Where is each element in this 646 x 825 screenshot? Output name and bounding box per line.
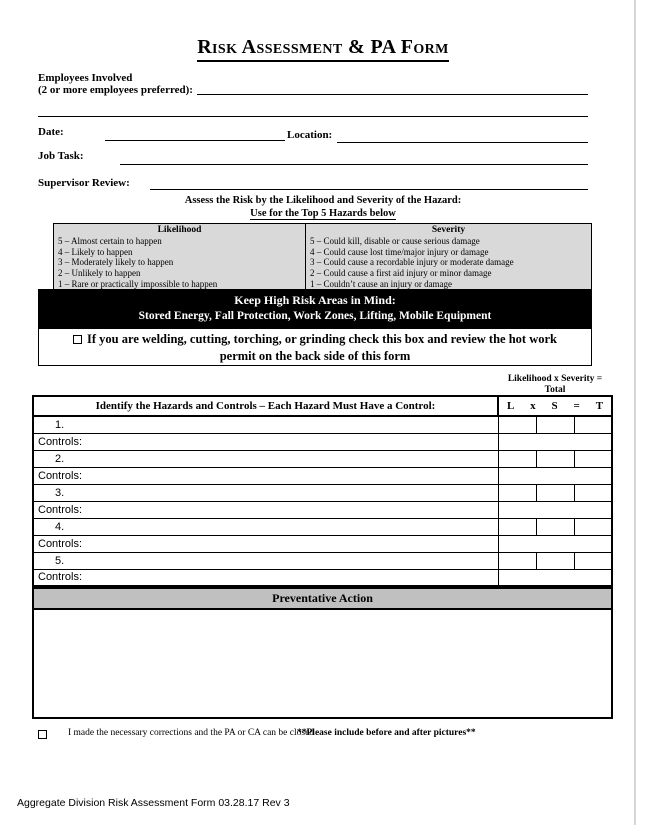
hazard-4-l-cell[interactable] (498, 518, 536, 535)
hazard-3-l-cell[interactable] (498, 484, 536, 501)
assess-heading-line2 (0, 208, 646, 219)
likelihood-header: Likelihood (157, 225, 202, 235)
closure-checkbox-icon[interactable] (38, 730, 47, 739)
score-col-x: x (530, 400, 536, 412)
form-title: Risk Assessment & PA Form (197, 36, 449, 62)
hazard-3-field[interactable]: 3. (33, 484, 498, 501)
job-task-input-line[interactable] (120, 164, 588, 165)
likelihood-column (54, 224, 306, 289)
severity-column (306, 224, 591, 289)
footer-text: Aggregate Division Risk Assessment Form 03.28.17 Rev 3 (17, 797, 290, 809)
hot-work-checkbox-icon[interactable] (73, 335, 82, 344)
controls-row-5 (33, 569, 612, 586)
assess-heading-line2-text: Use for the Top 5 Hazards below (250, 208, 396, 219)
hazard-4-t-cell[interactable] (574, 518, 612, 535)
employees-input-line[interactable] (197, 94, 588, 95)
hazard-2-field[interactable]: 2. (33, 450, 498, 467)
controls-3-score-cell[interactable] (498, 501, 612, 518)
severity-items (306, 236, 591, 290)
severity-item: 5 – Could kill, disable or cause serious damage (310, 236, 480, 246)
hazard-1-l-cell[interactable] (498, 416, 536, 433)
hazard-1-t-cell[interactable] (574, 416, 612, 433)
controls-row-1 (33, 433, 612, 450)
severity-item: 2 – Could cause a first aid injury or minor damage (310, 268, 492, 279)
score-col-L: L (506, 400, 515, 412)
hazard-row-1 (33, 416, 612, 433)
score-note-line2: Total (544, 384, 566, 395)
hazards-table (32, 395, 613, 587)
hot-work-text-line1: If you are welding, cutting, torching, or grinding check this box and review the hot work (87, 332, 557, 346)
controls-4-score-cell[interactable] (498, 535, 612, 552)
likelihood-item: 2 – Unlikely to happen (58, 268, 141, 279)
hazard-row-4 (33, 518, 612, 535)
likelihood-item: 3 – Moderately likely to happen (58, 257, 174, 268)
severity-item: 4 – Could cause lost time/major injury or damage (310, 246, 489, 257)
location-label: Location: (287, 129, 333, 141)
hazard-5-s-cell[interactable] (536, 552, 574, 569)
page-edge-line (634, 0, 636, 825)
controls-row-2 (33, 467, 612, 484)
supervisor-input-line[interactable] (150, 189, 588, 190)
assess-heading-line1: Assess the Risk by the Likelihood and Severity of the Hazard: (184, 195, 462, 206)
severity-item: 1 – Couldn’t cause an injury or damage (310, 278, 453, 289)
controls-row-3 (33, 501, 612, 518)
high-risk-banner (38, 289, 592, 328)
preventative-action-header: Preventative Action (32, 587, 613, 610)
hazard-2-l-cell[interactable] (498, 450, 536, 467)
hazard-5-t-cell[interactable] (574, 552, 612, 569)
preventative-action-box[interactable] (32, 610, 613, 719)
employees-input-line-2[interactable] (38, 116, 588, 117)
date-label: Date: (38, 126, 64, 138)
likelihood-item: 1 – Rare or practically impossible to happen (58, 278, 218, 289)
controls-1-score-cell[interactable] (498, 433, 612, 450)
score-columns-header (498, 396, 612, 416)
score-col-S: S (551, 400, 558, 412)
job-task-label: Job Task: (38, 150, 84, 162)
hazard-4-field[interactable]: 4. (33, 518, 498, 535)
severity-item: 3 – Could cause a recordable injury or moderate damage (310, 257, 514, 268)
hazard-5-field[interactable]: 5. (33, 552, 498, 569)
closure-text: I made the necessary corrections and the PA or CA can be closed (68, 728, 315, 738)
score-note-line1: Likelihood x Severity = (507, 374, 603, 384)
likelihood-item: 4 – Likely to happen (58, 246, 133, 257)
hazard-4-s-cell[interactable] (536, 518, 574, 535)
hazards-table-header: Identify the Hazards and Controls – Each Hazard Must Have a Control: (33, 396, 498, 416)
location-input-line[interactable] (337, 142, 588, 143)
employees-label-line1: Employees Involved (38, 72, 133, 84)
form-title-wrap (0, 36, 646, 62)
controls-2-score-cell[interactable] (498, 467, 612, 484)
controls-5-field[interactable]: Controls: (33, 569, 498, 586)
hazard-row-3 (33, 484, 612, 501)
employees-label-line2: (2 or more employees preferred): (38, 84, 193, 96)
closure-note: **Please include before and after pictures** (297, 728, 476, 738)
controls-1-field[interactable]: Controls: (33, 433, 498, 450)
hot-work-text-line2: permit on the back side of this form (219, 349, 411, 363)
hazard-1-s-cell[interactable] (536, 416, 574, 433)
banner-line2: Stored Energy, Fall Protection, Work Zones, Lifting, Mobile Equipment (138, 310, 492, 322)
hazard-row-2 (33, 450, 612, 467)
controls-4-field[interactable]: Controls: (33, 535, 498, 552)
likelihood-item: 5 – Almost certain to happen (58, 236, 162, 246)
supervisor-label: Supervisor Review: (38, 177, 130, 189)
score-col-T: T (595, 400, 604, 412)
hazard-5-l-cell[interactable] (498, 552, 536, 569)
banner-line1: Keep High Risk Areas in Mind: (234, 293, 396, 307)
controls-5-score-cell[interactable] (498, 569, 612, 586)
hot-work-box (38, 328, 592, 366)
score-columns-header-flex (499, 400, 611, 412)
hazards-table-header-row (33, 396, 612, 416)
hot-work-line1 (39, 331, 591, 348)
hazard-1-field[interactable]: 1. (33, 416, 498, 433)
hazard-2-t-cell[interactable] (574, 450, 612, 467)
rating-table (53, 223, 592, 290)
hazard-3-s-cell[interactable] (536, 484, 574, 501)
severity-header: Severity (431, 225, 466, 235)
employees-row (38, 84, 588, 96)
hazard-3-t-cell[interactable] (574, 484, 612, 501)
hazard-2-s-cell[interactable] (536, 450, 574, 467)
score-col-equals: = (573, 400, 580, 412)
controls-3-field[interactable]: Controls: (33, 501, 498, 518)
controls-2-field[interactable]: Controls: (33, 467, 498, 484)
likelihood-items (54, 236, 305, 290)
score-note (497, 374, 613, 395)
date-input-line[interactable] (105, 140, 285, 141)
hazard-row-5 (33, 552, 612, 569)
controls-row-4 (33, 535, 612, 552)
